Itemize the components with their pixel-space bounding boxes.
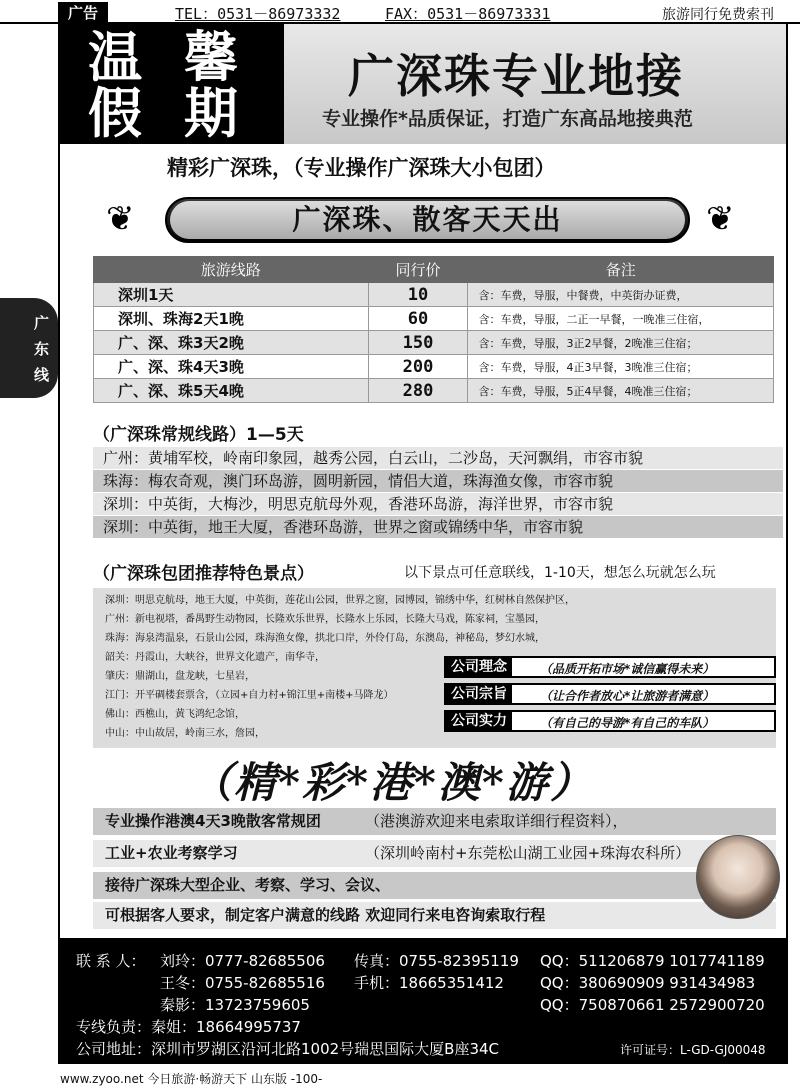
note-cell: 含：车费，导服，中餐费，中英街办证费，	[468, 283, 774, 307]
spot-line: 肇庆：鼎湖山，盘龙峡，七星岩，	[105, 671, 255, 682]
package-note: （深圳岭南村+东莞松山湖工业园+珠海农科所）	[365, 844, 691, 862]
side-tab-char: 东	[34, 340, 50, 358]
table-header-row	[94, 257, 774, 283]
logo-char: 假	[88, 81, 142, 145]
banner-title: 广深珠、散客天天出	[170, 201, 685, 239]
logo	[60, 24, 284, 144]
regular-routes-heading: （广深珠常规线路）1—5天	[93, 425, 304, 445]
side-tab-char: 广	[34, 314, 50, 332]
ornament-right-icon: ❦	[706, 199, 735, 239]
contact-person: 刘玲：0777-82685506	[160, 952, 325, 970]
package-row	[93, 902, 776, 929]
logo-char: 温	[88, 25, 142, 89]
column-header: 备注	[468, 257, 774, 283]
license-number: 许可证号：L-GD-GJ00048	[620, 1043, 766, 1057]
regular-routes-list	[93, 447, 783, 539]
package-row	[93, 808, 776, 835]
logo-char: 馨	[184, 25, 238, 89]
intro-text: 精彩广深珠，（专业操作广深珠大小包团）	[167, 156, 556, 180]
list-item: 珠海：梅农奇观，澳门环岛游，圆明新园，情侣大道，珠海渔女像，市容市貌	[93, 470, 783, 493]
spot-line: 深圳：明思克航母，地王大厦，中英街，莲花山公园，世界之窗，园博园，锦绣中华，红树林自然保护区，	[105, 595, 575, 606]
contact-qq: QQ：511206879 1017741189	[540, 952, 765, 970]
package-title: 专业操作港澳4天3晚散客常规团	[105, 812, 321, 830]
page-title: 广深珠专业地接	[348, 49, 684, 103]
price-cell: 10	[368, 283, 468, 307]
page-subtitle: 专业操作*品质保证，打造广东高品地接典范	[322, 108, 693, 130]
table-row	[94, 355, 774, 379]
table-row	[94, 283, 774, 307]
table-row	[94, 379, 774, 403]
contact-mobile: 手机：18665351412	[354, 974, 504, 992]
column-header: 旅游线路	[94, 257, 369, 283]
philosophy-label: 公司实力	[446, 712, 512, 730]
route-cell: 广、深、珠4天3晚	[94, 355, 369, 379]
spots-heading: （广深珠包团推荐特色景点）	[93, 564, 314, 584]
contact-person: 秦影：13723759605	[160, 996, 310, 1014]
contact-person: 王冬：0755-82685516	[160, 974, 325, 992]
price-cell: 200	[368, 355, 468, 379]
price-cell: 280	[368, 379, 468, 403]
publication-name: 旅游同行免费索刊	[662, 7, 774, 23]
spot-line: 韶关：丹霞山，大峡谷，世界文化遗产，南华寺，	[105, 652, 325, 663]
logo-char: 期	[184, 81, 238, 145]
side-tab-guangdong	[0, 298, 58, 398]
list-item: 深圳：中英街，地王大厦，香港环岛游，世界之窗或锦绣中华，市容市貌	[93, 516, 783, 539]
spot-line: 江门：开平碉楼套票含，（立园+自力村+锦江里+南楼+马降龙）	[105, 690, 394, 701]
contact-fax: 传真：0755-82395119	[354, 952, 519, 970]
package-row	[93, 840, 776, 867]
route-cell: 广、深、珠5天4晚	[94, 379, 369, 403]
note-cell: 含：车费，导服，二正一早餐，一晚准三住宿，	[468, 307, 774, 331]
price-cell: 60	[368, 307, 468, 331]
philosophy-label: 公司宗旨	[446, 685, 512, 703]
package-title: 接待广深珠大型企业、考察、学习、会议、	[105, 876, 391, 894]
spot-line: 佛山：西樵山，黄飞鸿纪念馆，	[105, 709, 245, 720]
customer-service-avatar	[696, 835, 780, 919]
contact-label: 联 系 人：	[76, 952, 146, 970]
phone-number: TEL：0531－86973332	[175, 5, 341, 23]
philosophy-box	[444, 710, 776, 732]
route-cell: 深圳、珠海2天1晚	[94, 307, 369, 331]
package-note: （港澳游欢迎来电索取详细行程资料），	[365, 812, 628, 830]
route-cell: 广、深、珠3天2晚	[94, 331, 369, 355]
package-row	[93, 872, 776, 899]
table-row	[94, 307, 774, 331]
philosophy-label: 公司理念	[446, 658, 512, 676]
contact-address: 公司地址：深圳市罗湖区沿河北路1002号瑞思国际大厦B座34C	[76, 1040, 500, 1058]
contact-manager: 专线负责：秦姐：18664995737	[76, 1018, 301, 1036]
philosophy-box	[444, 656, 776, 678]
list-item: 深圳：中英街，大梅沙，明思克航母外观，香港环岛游，海洋世界，市容市貌	[93, 493, 783, 516]
table-row	[94, 331, 774, 355]
list-item: 广州：黄埔军校，岭南印象园，越秀公园，白云山，二沙岛，天河飘绢，市容市貌	[93, 447, 783, 470]
side-tab-char: 线	[34, 366, 50, 384]
note-cell: 含：车费，导服，5正4早餐，4晚准三住宿；	[468, 379, 774, 403]
fax-number: FAX：0531－86973331	[385, 5, 551, 23]
philosophy-box	[444, 683, 776, 705]
ad-tag: 广告	[58, 2, 108, 24]
price-cell: 150	[368, 331, 468, 355]
note-cell: 含：车费，导服，4正3早餐，3晚准三住宿；	[468, 355, 774, 379]
spot-line: 广州：新电视塔，番禺野生动物园，长隆欢乐世界，长隆水上乐园，长隆大马戏，陈家祠，宝墨园，	[105, 614, 545, 625]
column-header: 同行价	[368, 257, 468, 283]
contact-qq: QQ：750870661 2572900720	[540, 996, 765, 1014]
route-cell: 深圳1天	[94, 283, 369, 307]
note-cell: 含：车费，导服，3正2早餐，2晚准三住宿；	[468, 331, 774, 355]
contact-qq: QQ：380690909 931434983	[540, 974, 756, 992]
ornament-left-icon: ❦	[106, 199, 135, 239]
spot-line: 珠海：海泉湾温泉，石景山公园，珠海渔女像，拱北口岸，外伶仃岛，东澳岛，神秘岛，梦幻水城，	[105, 633, 545, 644]
package-title: 工业+农业考察学习	[105, 844, 238, 862]
slogan: （精*彩*港*澳*游）	[190, 758, 594, 807]
spots-note: 以下景点可任意联线，1-10天，想怎么玩就怎么玩	[404, 565, 716, 581]
package-title: 可根据客人要求，制定客户满意的线路 欢迎同行来电咨询索取行程	[105, 906, 546, 924]
spot-line: 中山：中山故居，岭南三水，詹园，	[105, 728, 265, 739]
philosophy-text: （让合作者放心*让旅游者满意）	[540, 689, 715, 703]
philosophy-text: （有自己的导游*有自己的车队）	[540, 716, 715, 730]
page-footer: www.zyoo.net 今日旅游·畅游天下 山东版 -100-	[60, 1072, 323, 1086]
contact-panel	[60, 938, 786, 1062]
price-table	[93, 256, 774, 403]
philosophy-text: （品质开拓市场*诚信赢得未来）	[540, 662, 715, 676]
